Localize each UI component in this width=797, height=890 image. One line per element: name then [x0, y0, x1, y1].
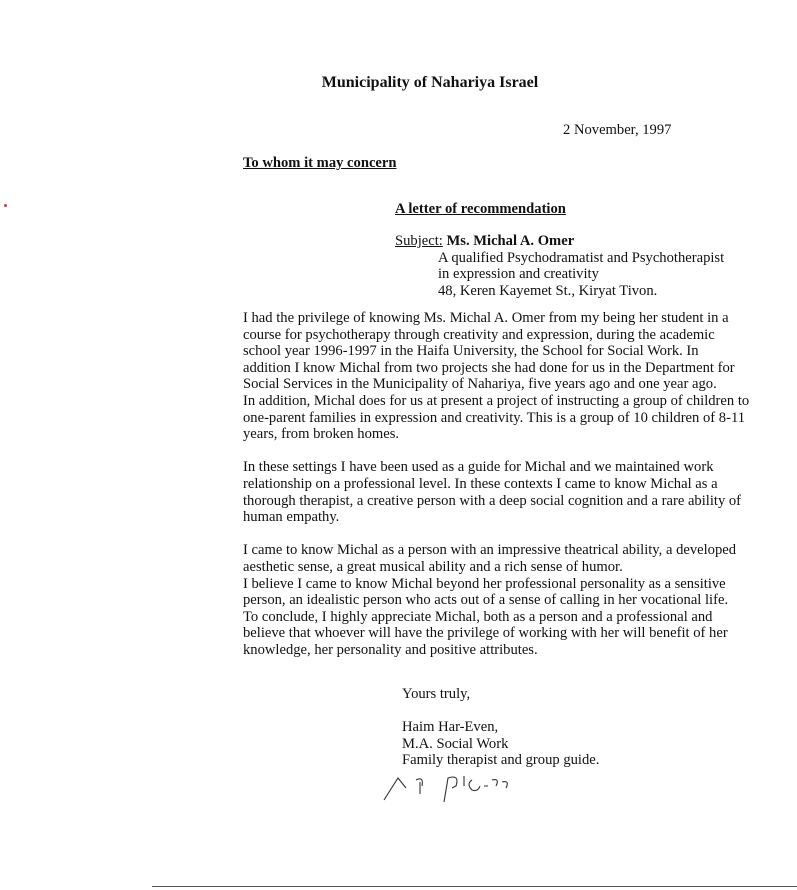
subject-line: in expression and creativity	[438, 266, 599, 283]
bottom-rule	[152, 886, 797, 887]
closing-block	[402, 686, 599, 769]
body-line: In these settings I have been used as a guide for Michal and we maintained work	[243, 459, 714, 476]
signer-degree: M.A. Social Work	[402, 735, 509, 752]
body-line: In addition, Michal does for us at present a project of instructing a group of children to	[243, 392, 750, 409]
body-line: aesthetic sense, a great musical ability and a rich sense of humor.	[243, 558, 623, 575]
body-line: human empathy.	[243, 509, 340, 526]
valediction: Yours truly,	[402, 686, 471, 702]
body-line: I came to know Michal as a person with an impressive theatrical ability, a developed	[243, 542, 737, 559]
body-line: Social Services in the Municipality of Nahariya, five years ago and one year ago.	[243, 376, 717, 393]
handwritten-signature	[380, 770, 540, 810]
signer-name: Haim Har-Even,	[402, 719, 499, 736]
subject-block	[395, 233, 724, 299]
body-line: believe that whoever will have the privilege of working with her will benefit of her	[243, 625, 728, 642]
subject-line: A qualified Psychodramatist and Psychotherapist	[438, 249, 725, 266]
body-line: I believe I came to know Michal beyond her professional personality as a sensitive	[243, 575, 726, 592]
signer-role: Family therapist and group guide.	[402, 752, 600, 769]
body-paragraph	[243, 310, 749, 443]
body-line: person, an idealistic person who acts out of a sense of calling in her vocational life.	[243, 592, 729, 609]
body-line: school year 1996-1997 in the Haifa University, the School for Social Work. In	[243, 343, 699, 360]
subject-label: Subject:	[395, 233, 443, 249]
body-line: course for psychotherapy through creativity and expression, during the academic	[243, 326, 715, 343]
body-line: one-parent families in expression and creativity. This is a group of 10 children of 8-11	[243, 409, 745, 426]
body-line: thorough therapist, a creative person with a deep social cognition and a rare ability of	[243, 492, 742, 509]
letter-body	[243, 310, 749, 675]
red-mark	[4, 204, 7, 207]
body-line: I had the privilege of knowing Ms. Michal A. Omer from my being her student in a	[243, 310, 729, 326]
body-paragraph	[243, 542, 749, 658]
body-line: To conclude, I highly appreciate Michal, both as a person and a professional and	[243, 608, 713, 625]
body-line: addition I know Michal from two projects she had done for us in the Department for	[243, 359, 735, 376]
body-line: knowledge, her personality and positive attributes.	[243, 641, 538, 658]
letter-date: 2 November, 1997	[563, 122, 672, 138]
body-line: years, from broken homes.	[243, 426, 400, 443]
letterhead-title: Municipality of Nahariya Israel	[321, 74, 539, 91]
greeting: To whom it may concern	[243, 155, 397, 171]
subject-name: Ms. Michal A. Omer	[446, 233, 575, 249]
body-line: relationship on a professional level. In these contexts I came to know Michal as a	[243, 475, 718, 492]
subject-line: 48, Keren Kayemet St., Kiryat Tivon.	[438, 282, 658, 299]
body-paragraph	[243, 459, 749, 525]
letter-subheading: A letter of recommendation	[395, 201, 566, 217]
